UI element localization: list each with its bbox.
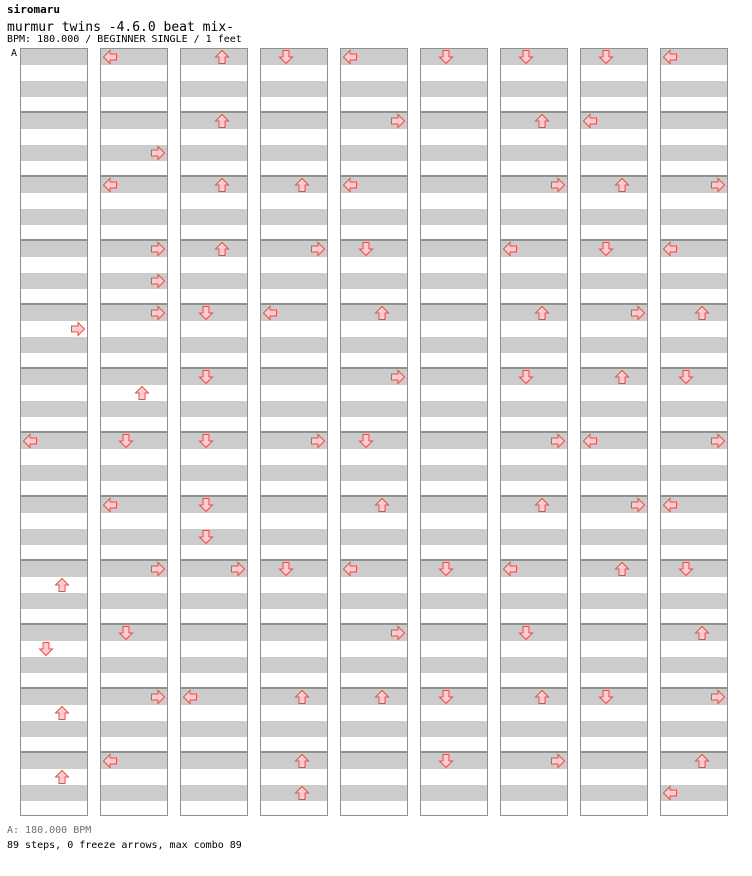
arrow-down-icon	[438, 561, 454, 577]
measure	[260, 432, 328, 496]
measure	[340, 688, 408, 752]
arrow-down-icon	[198, 497, 214, 513]
measure	[100, 752, 168, 816]
measure	[100, 112, 168, 176]
measure	[260, 240, 328, 304]
arrow-left-icon	[102, 497, 118, 513]
arrow-down-icon	[118, 433, 134, 449]
arrow-down-icon	[278, 49, 294, 65]
arrow-down-icon	[598, 49, 614, 65]
arrow-left-icon	[662, 49, 678, 65]
arrow-right-icon	[310, 241, 326, 257]
arrow-left-icon	[102, 177, 118, 193]
arrow-up-icon	[534, 689, 550, 705]
arrow-down-icon	[198, 529, 214, 545]
measure	[580, 368, 648, 432]
arrow-right-icon	[390, 113, 406, 129]
measure	[660, 176, 728, 240]
measure	[340, 496, 408, 560]
measure	[100, 624, 168, 688]
measure	[580, 240, 648, 304]
arrow-right-icon	[150, 689, 166, 705]
measure	[660, 368, 728, 432]
arrow-right-icon	[390, 369, 406, 385]
bpm-marker-label: A	[11, 48, 18, 59]
arrow-left-icon	[102, 49, 118, 65]
measure	[420, 432, 488, 496]
measure	[260, 688, 328, 752]
measure	[580, 624, 648, 688]
measure	[500, 688, 568, 752]
arrow-up-icon	[54, 705, 70, 721]
arrow-left-icon	[582, 113, 598, 129]
arrow-down-icon	[518, 49, 534, 65]
measure	[180, 112, 248, 176]
arrow-right-icon	[710, 177, 726, 193]
measure	[580, 304, 648, 368]
arrow-right-icon	[550, 177, 566, 193]
arrow-up-icon	[694, 753, 710, 769]
measure	[500, 368, 568, 432]
arrow-up-icon	[694, 305, 710, 321]
arrow-left-icon	[662, 241, 678, 257]
arrow-up-icon	[374, 497, 390, 513]
arrow-right-icon	[150, 561, 166, 577]
arrow-right-icon	[710, 689, 726, 705]
measure	[660, 560, 728, 624]
arrow-up-icon	[214, 241, 230, 257]
arrow-down-icon	[518, 369, 534, 385]
measure	[100, 560, 168, 624]
measure	[20, 624, 88, 688]
measure	[580, 112, 648, 176]
measure	[180, 176, 248, 240]
measure	[260, 624, 328, 688]
measure	[20, 496, 88, 560]
measure	[420, 688, 488, 752]
arrow-down-icon	[598, 689, 614, 705]
arrow-left-icon	[582, 433, 598, 449]
arrow-right-icon	[150, 305, 166, 321]
measure	[180, 496, 248, 560]
measure	[420, 304, 488, 368]
arrow-right-icon	[150, 241, 166, 257]
arrow-right-icon	[550, 753, 566, 769]
measure	[180, 368, 248, 432]
arrow-up-icon	[374, 689, 390, 705]
arrow-down-icon	[438, 689, 454, 705]
arrow-up-icon	[294, 785, 310, 801]
arrow-up-icon	[614, 369, 630, 385]
measure	[20, 48, 88, 112]
measure	[100, 432, 168, 496]
measure	[20, 752, 88, 816]
arrow-down-icon	[358, 241, 374, 257]
measure	[260, 496, 328, 560]
measure	[580, 176, 648, 240]
measure	[100, 48, 168, 112]
measure	[660, 432, 728, 496]
arrow-down-icon	[598, 241, 614, 257]
arrow-up-icon	[534, 113, 550, 129]
measure	[500, 48, 568, 112]
measure	[500, 112, 568, 176]
arrow-left-icon	[342, 49, 358, 65]
measure	[500, 624, 568, 688]
measure	[420, 624, 488, 688]
arrow-down-icon	[118, 625, 134, 641]
measure	[500, 752, 568, 816]
measure	[260, 112, 328, 176]
arrow-down-icon	[198, 433, 214, 449]
arrow-up-icon	[694, 625, 710, 641]
arrow-down-icon	[198, 305, 214, 321]
measure	[20, 560, 88, 624]
arrow-down-icon	[438, 49, 454, 65]
measure	[180, 752, 248, 816]
arrow-up-icon	[294, 177, 310, 193]
arrow-down-icon	[358, 433, 374, 449]
measure	[260, 560, 328, 624]
measure	[100, 240, 168, 304]
measure	[180, 304, 248, 368]
arrow-right-icon	[70, 321, 86, 337]
chart-stats: 89 steps, 0 freeze arrows, max combo 89	[7, 840, 242, 851]
arrow-up-icon	[294, 689, 310, 705]
measure	[340, 560, 408, 624]
measure	[20, 112, 88, 176]
arrow-left-icon	[662, 785, 678, 801]
measure	[660, 48, 728, 112]
measure	[180, 560, 248, 624]
measure	[660, 112, 728, 176]
arrow-left-icon	[182, 689, 198, 705]
measure	[340, 176, 408, 240]
arrow-left-icon	[262, 305, 278, 321]
arrow-up-icon	[294, 753, 310, 769]
arrow-right-icon	[150, 145, 166, 161]
measure	[500, 176, 568, 240]
measure	[180, 240, 248, 304]
arrow-down-icon	[678, 369, 694, 385]
arrow-down-icon	[198, 369, 214, 385]
song-title: murmur twins -4.6.0 beat mix-	[7, 20, 234, 35]
measure	[420, 240, 488, 304]
measure	[100, 368, 168, 432]
arrow-right-icon	[630, 305, 646, 321]
measure	[420, 560, 488, 624]
arrow-left-icon	[342, 561, 358, 577]
arrow-left-icon	[22, 433, 38, 449]
arrow-up-icon	[534, 497, 550, 513]
measure	[180, 432, 248, 496]
measure	[180, 688, 248, 752]
measure	[660, 624, 728, 688]
arrow-down-icon	[678, 561, 694, 577]
measure	[100, 496, 168, 560]
measure	[420, 112, 488, 176]
arrow-up-icon	[214, 177, 230, 193]
arrow-up-icon	[134, 385, 150, 401]
arrow-up-icon	[374, 305, 390, 321]
measure	[340, 368, 408, 432]
measure	[500, 240, 568, 304]
measure	[500, 496, 568, 560]
measure	[500, 432, 568, 496]
arrow-up-icon	[614, 561, 630, 577]
measure	[580, 560, 648, 624]
bpm-legend: A: 180.000 BPM	[7, 825, 92, 836]
measure	[420, 48, 488, 112]
arrow-left-icon	[102, 753, 118, 769]
measure	[660, 240, 728, 304]
arrow-down-icon	[38, 641, 54, 657]
measure	[420, 368, 488, 432]
measure	[180, 48, 248, 112]
measure	[20, 176, 88, 240]
arrow-up-icon	[214, 113, 230, 129]
measure	[340, 432, 408, 496]
arrow-left-icon	[502, 561, 518, 577]
measure	[340, 752, 408, 816]
measure	[420, 496, 488, 560]
measure	[500, 304, 568, 368]
arrow-right-icon	[310, 433, 326, 449]
chart-info: BPM: 180.000 / BEGINNER SINGLE / 1 feet	[7, 34, 242, 45]
arrow-left-icon	[662, 497, 678, 513]
measure	[580, 432, 648, 496]
measure	[340, 240, 408, 304]
measure	[20, 368, 88, 432]
measure	[260, 176, 328, 240]
arrow-down-icon	[518, 625, 534, 641]
measure	[580, 48, 648, 112]
measure	[660, 688, 728, 752]
arrow-right-icon	[630, 497, 646, 513]
measure	[420, 752, 488, 816]
measure	[100, 688, 168, 752]
arrow-left-icon	[342, 177, 358, 193]
measure	[20, 240, 88, 304]
measure	[260, 368, 328, 432]
arrow-right-icon	[150, 273, 166, 289]
measure	[580, 496, 648, 560]
arrow-up-icon	[534, 305, 550, 321]
arrow-left-icon	[502, 241, 518, 257]
measure	[340, 304, 408, 368]
measure	[340, 112, 408, 176]
arrow-down-icon	[278, 561, 294, 577]
measure	[100, 176, 168, 240]
measure	[660, 304, 728, 368]
chart-author: siromaru	[7, 3, 60, 16]
arrow-right-icon	[550, 433, 566, 449]
measure	[500, 560, 568, 624]
arrow-up-icon	[214, 49, 230, 65]
measure	[260, 752, 328, 816]
measure	[20, 688, 88, 752]
measure	[580, 752, 648, 816]
measure	[260, 304, 328, 368]
measure	[180, 624, 248, 688]
measure	[20, 432, 88, 496]
measure	[340, 624, 408, 688]
measure	[100, 304, 168, 368]
arrow-down-icon	[438, 753, 454, 769]
measure	[660, 496, 728, 560]
measure	[660, 752, 728, 816]
arrow-right-icon	[390, 625, 406, 641]
arrow-right-icon	[230, 561, 246, 577]
measure	[340, 48, 408, 112]
arrow-up-icon	[54, 577, 70, 593]
arrow-up-icon	[614, 177, 630, 193]
measure	[260, 48, 328, 112]
arrow-right-icon	[710, 433, 726, 449]
arrow-up-icon	[54, 769, 70, 785]
measure	[20, 304, 88, 368]
measure	[420, 176, 488, 240]
measure	[580, 688, 648, 752]
